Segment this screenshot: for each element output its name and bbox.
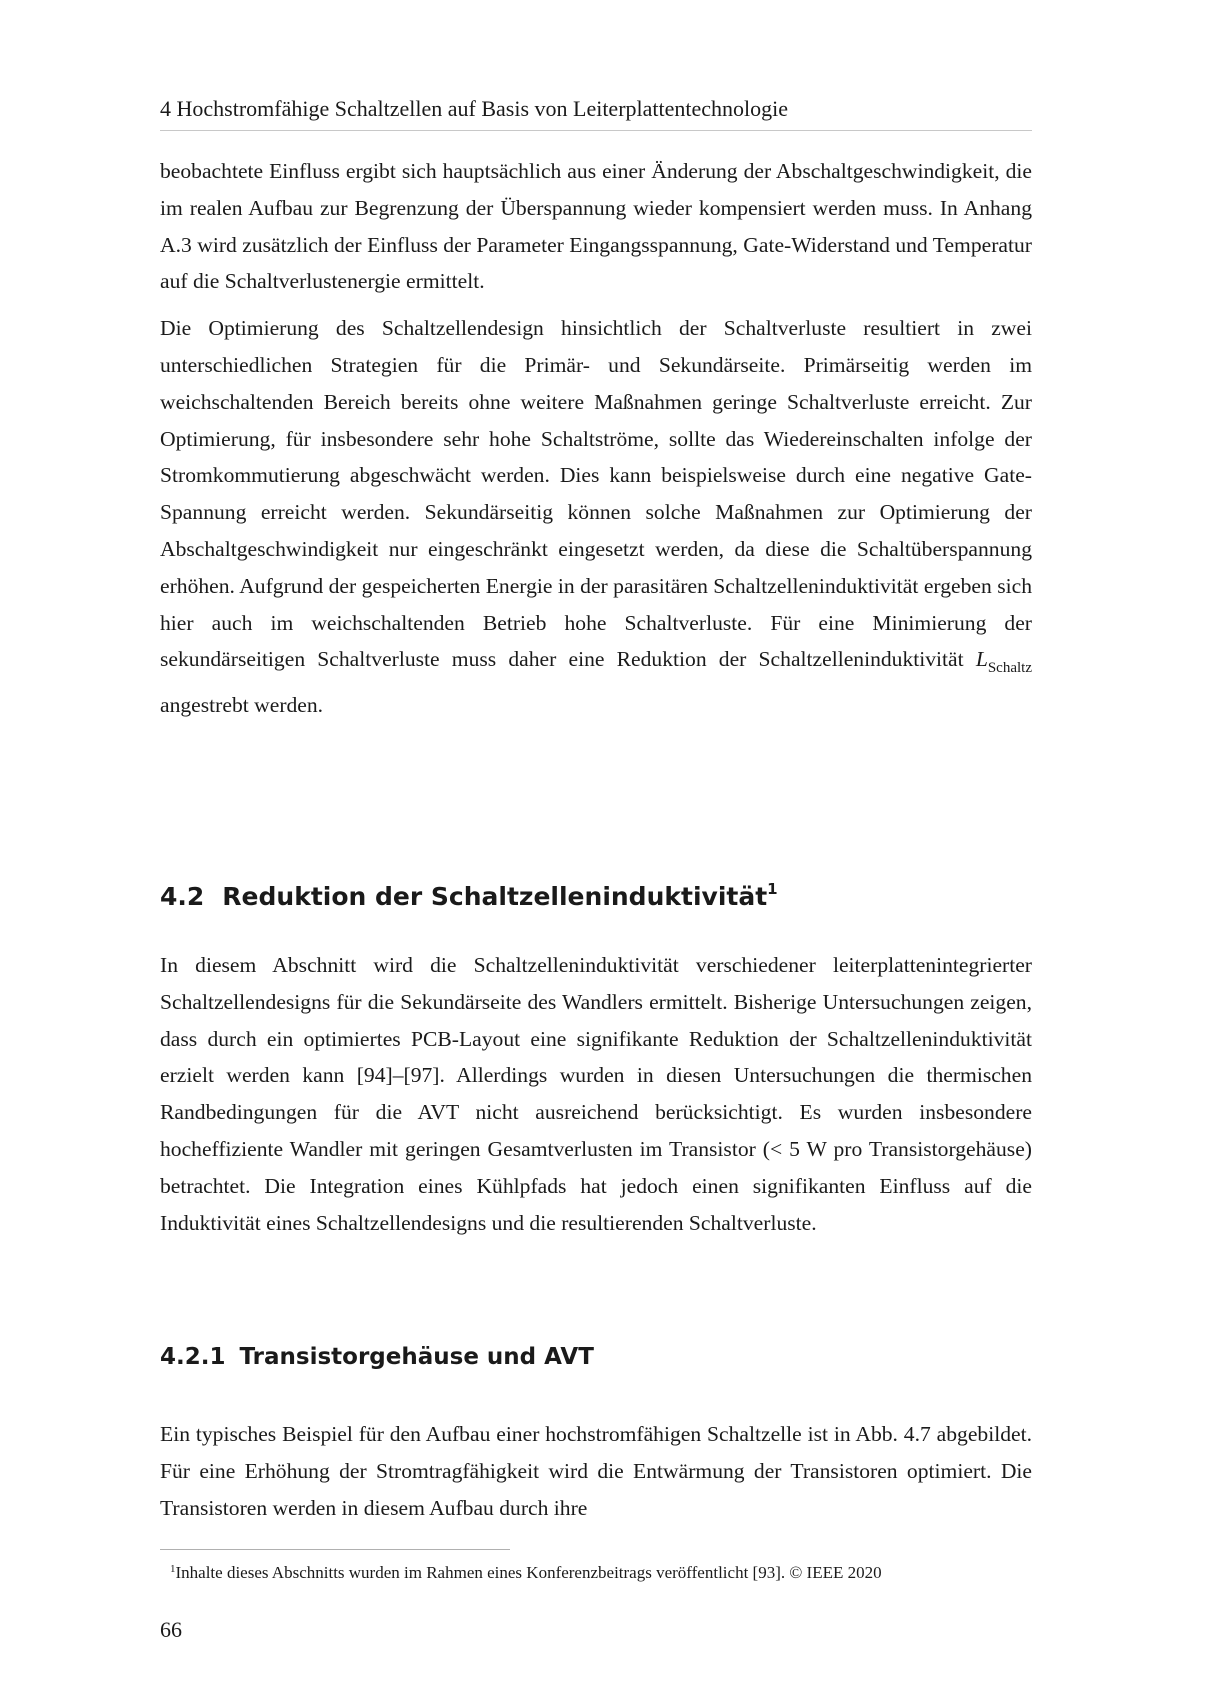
subsection-title: Transistorgehäuse und AVT (239, 1344, 594, 1370)
footnote (170, 1556, 882, 1586)
footnote-ref[interactable]: 1 (767, 880, 778, 898)
math-symbol: L (975, 647, 988, 672)
paragraph-text: angestrebt werden. (160, 693, 324, 718)
math-subscript: Schaltz (987, 660, 1032, 677)
subsection-number: 4.2.1 (160, 1344, 226, 1370)
footnote-rule (160, 1549, 510, 1550)
section-heading (160, 872, 778, 914)
paragraph-text: Die Optimierung des Schaltzellendesign hinsichtlich der Schaltverluste resultiert in zwei unterschiedlichen Strategien für die Primär- und Sekundärseite. Primärseitig werden im weichschaltenden Bereich bereits ohne weitere Maßnahmen geringe Schaltverluste erreicht. Zur Optimierung, für insbesondere sehr hohe Schaltströme, sollte das Wiedereinschalten infolge der Stromkommutierung abgeschwächt werden. Dies kann beispielsweise durch eine negative Gate-Spannung erreicht werden. Sekundärseitig können solche Maßnahmen zur Optimierung der Abschaltgeschwindigkeit nur eingeschränkt eingesetzt werden, da diese die Schaltüberspannung erhöhen. Aufgrund der gespeicherten Energie in der parasitären Schaltzelleninduktivität ergeben sich hier auch im weichschaltenden Betrieb hohe Schaltverluste. Für eine Minimierung der sekundärseitigen Schaltverluste muss daher eine Reduktion der Schaltzelleninduktivität (160, 316, 1032, 672)
body-block-1 (160, 153, 1032, 724)
section-number: 4.2 (160, 882, 205, 911)
footnote-mark: 1 (170, 1563, 176, 1575)
body-block-2 (160, 947, 1032, 1241)
page (160, 0, 1032, 1701)
paragraph (160, 310, 1032, 724)
page-number: 66 (160, 1617, 182, 1642)
footnote-text: Inhalte dieses Abschnitts wurden im Rahmen eines Konferenzbeitrags veröffentlicht [93]. © IEEE 2020 (175, 1563, 882, 1582)
paragraph: Ein typisches Beispiel für den Aufbau einer hochstromfähigen Schaltzelle ist in Abb. 4.7 abgebildet. Für eine Erhöhung der Stromtragfähigkeit wird die Entwärmung der Transistoren optimiert. Die Transistoren werden in diesem Aufbau durch ihre (160, 1422, 1032, 1520)
paragraph: In diesem Abschnitt wird die Schaltzelleninduktivität verschiedener leiterplattenintegrierter Schaltzellendesigns für die Sekundärseite des Wandlers ermittelt. Bisherige Untersuchungen zeigen, dass durch ein optimiertes PCB-Layout eine signifikante Reduktion der Schaltzelleninduktivität erzielt werden kann [94]–[97]. Allerdings wurden in diesen Untersuchungen die thermischen Randbedingungen für die AVT nicht ausreichend berücksichtigt. Es wurden insbesondere hocheffiziente Wandler mit geringen Gesamtverlusten im Transistor (< 5 W pro Transistorgehäuse) betrachtet. Die Integration eines Kühlpfads hat jedoch einen signifikanten Einfluss auf die Induktivität eines Schaltzellendesigns und die resultierenden Schaltverluste. (160, 953, 1032, 1235)
paragraph: beobachtete Einfluss ergibt sich hauptsächlich aus einer Änderung der Abschaltgeschwindigkeit, die im realen Aufbau zur Begrenzung der Überspannung wieder kompensiert werden muss. In Anhang A.3 wird zusätzlich der Einfluss der Parameter Eingangsspannung, Gate-Widerstand und Temperatur auf die Schaltverlustenergie ermittelt. (160, 159, 1032, 294)
running-header: 4 Hochstromfähige Schaltzellen auf Basis von Leiterplattentechnologie (160, 94, 1032, 131)
body-block-3 (160, 1416, 1032, 1526)
section-title: Reduktion der Schaltzelleninduktivität (222, 882, 768, 911)
subsection-heading (160, 1341, 594, 1373)
